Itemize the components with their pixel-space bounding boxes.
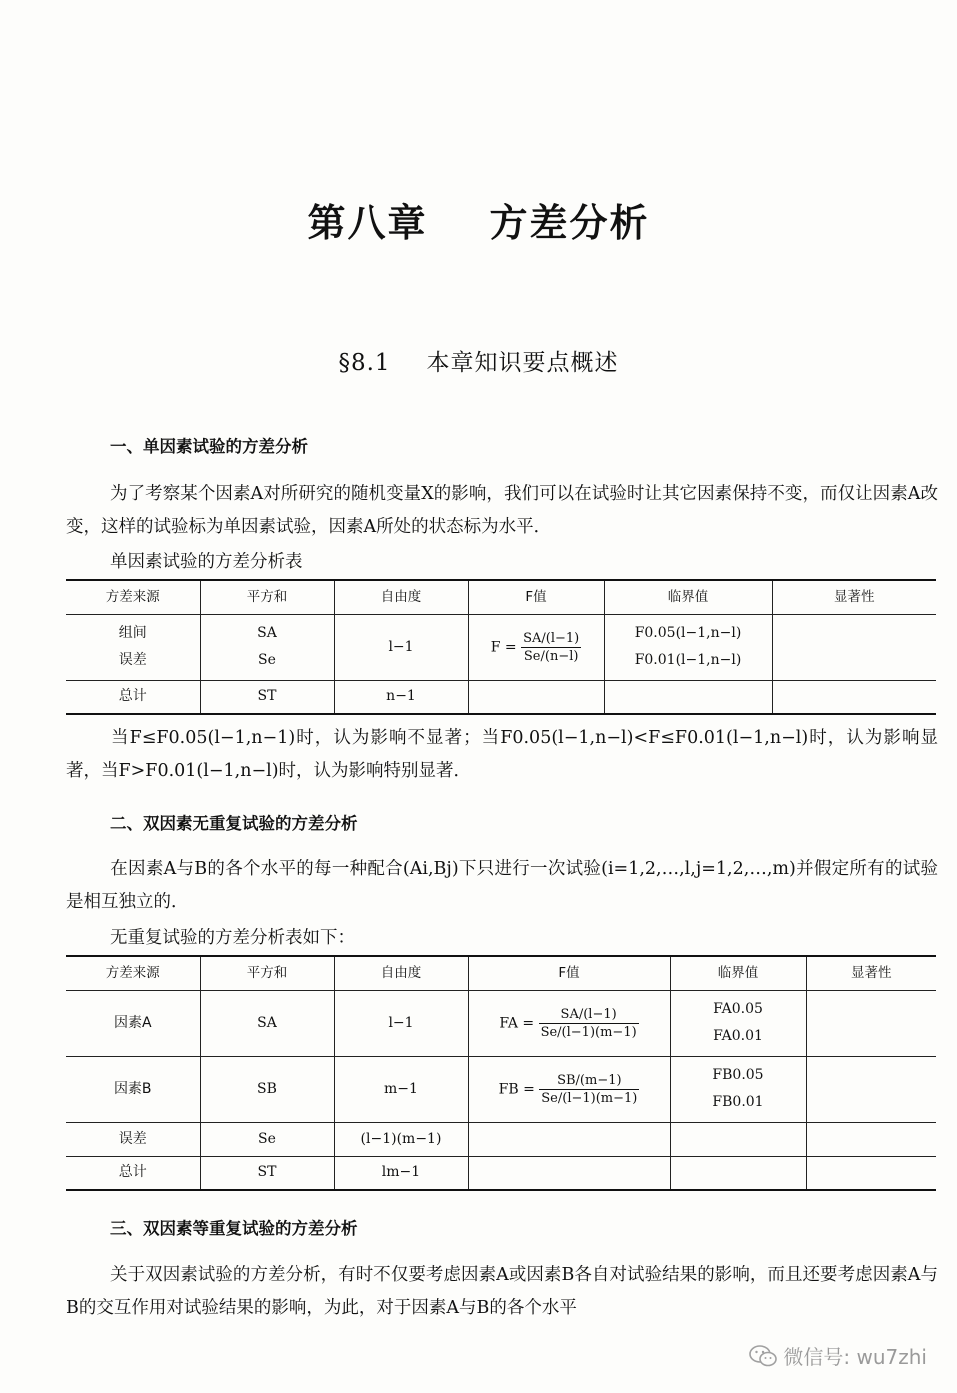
table-row [66, 1156, 936, 1190]
col-header: 自由度 [334, 956, 468, 990]
col-header: 临界值 [604, 580, 772, 614]
source-cell: 因素A [66, 990, 200, 1056]
f-cell: F = $\frac{SA/(l-1)}{Se/(n-l)}$ [468, 614, 604, 680]
source-cell: 因素B [66, 1056, 200, 1122]
source-cell: 总计 [66, 680, 200, 714]
col-header: F值 [468, 956, 670, 990]
df-cell: l−1 [334, 990, 468, 1056]
part1-conclusion: 当F≤F0.05(l−1,n−1)时，认为影响不显著；当F0.05(l−1,n−l)<F≤F0.01(l−1,n−l)时，认为影响显著，当F>F0.01(l−1,n−l)时，认为影响特别显著． [66, 728, 938, 781]
col-header: 方差来源 [66, 956, 200, 990]
ss-cell: SA [200, 990, 334, 1056]
chapter-name: 方差分析 [489, 201, 650, 245]
f-fraction: $\frac{SA/(l-1)}{Se/(l-1)(m-1)}$ [540, 1006, 637, 1040]
critical-cell [670, 1156, 806, 1190]
f-cell: FA = $\frac{SA/(l-1)}{Se/(l-1)(m-1)}$ [468, 990, 670, 1056]
part1-table-caption: 单因素试验的方差分析表 [110, 552, 303, 572]
part2-intro: 在因素A与B的各个水平的每一种配合(Ai,Bj)下只进行一次试验(i=1,2,…,l,j=1,2,…,m)并假定所有的试验是相互独立的． [66, 859, 938, 912]
wechat-icon [749, 1345, 777, 1367]
table-row [66, 614, 936, 680]
col-header: 临界值 [670, 956, 806, 990]
part3-intro: 关于双因素试验的方差分析，有时不仅要考虑因素A或因素B各自对试验结果的影响，而且还要考虑因素A与B的交互作用对试验结果的影响，为此，对于因素A与B的各个水平 [66, 1265, 938, 1318]
f-cell [468, 680, 604, 714]
ss-cell: SB [200, 1056, 334, 1122]
chapter-number: 第八章 [307, 201, 428, 245]
section-number: §8.1 [338, 350, 391, 376]
f-cell: FB = $\frac{SB/(m-1)}{Se/(l-1)(m-1)}$ [468, 1056, 670, 1122]
col-header: 显著性 [772, 580, 936, 614]
col-header: F值 [468, 580, 604, 614]
source-cell: 误差 [66, 1122, 200, 1156]
source-cell: 总计 [66, 1156, 200, 1190]
df-cell: lm−1 [334, 1156, 468, 1190]
sig-cell [772, 614, 936, 680]
part3-heading: 三、双因素等重复试验的方差分析 [110, 1219, 358, 1238]
two-way-anova-table [66, 955, 936, 1191]
source-cell: 组间 误差 [66, 614, 200, 680]
table-row [66, 1056, 936, 1122]
critical-cell: F0.05(l−1,n−l) F0.01(l−1,n−l) [604, 614, 772, 680]
one-way-anova-table [66, 579, 936, 715]
sig-cell [806, 990, 936, 1056]
wechat-watermark [749, 1341, 927, 1370]
table-row [66, 990, 936, 1056]
sig-cell [806, 1056, 936, 1122]
col-header: 方差来源 [66, 580, 200, 614]
critical-cell: FB0.05 FB0.01 [670, 1056, 806, 1122]
col-header: 平方和 [200, 956, 334, 990]
critical-cell [604, 680, 772, 714]
table-row [66, 680, 936, 714]
table-header-row [66, 956, 936, 990]
col-header: 平方和 [200, 580, 334, 614]
sig-cell [806, 1122, 936, 1156]
critical-cell: FA0.05 FA0.01 [670, 990, 806, 1056]
part1-heading: 一、单因素试验的方差分析 [110, 437, 308, 456]
chapter-title [0, 192, 957, 247]
critical-cell [670, 1122, 806, 1156]
df-cell: n−1 [334, 680, 468, 714]
table-header-row [66, 580, 936, 614]
watermark-text: 微信号: wu7zhi [783, 1345, 927, 1369]
df-cell: l−1 [334, 614, 468, 680]
part2-table-caption: 无重复试验的方差分析表如下： [110, 928, 355, 948]
table-row [66, 1122, 936, 1156]
col-header: 自由度 [334, 580, 468, 614]
df-cell: (l−1)(m−1) [334, 1122, 468, 1156]
ss-cell: Se [200, 1122, 334, 1156]
sig-cell [772, 680, 936, 714]
ss-cell: ST [200, 680, 334, 714]
f-cell [468, 1122, 670, 1156]
part1-intro: 为了考察某个因素A对所研究的随机变量X的影响，我们可以在试验时让其它因素保持不变，而仅让因素A改变，这样的试验标为单因素试验，因素A所处的状态标为水平． [66, 484, 938, 537]
section-title [0, 344, 957, 377]
f-fraction: $\frac{SB/(m-1)}{Se/(l-1)(m-1)}$ [541, 1072, 638, 1106]
df-cell: m−1 [334, 1056, 468, 1122]
f-fraction: $\frac{SA/(l-1)}{Se/(n-l)}$ [523, 630, 580, 664]
part2-heading: 二、双因素无重复试验的方差分析 [110, 814, 358, 833]
section-name: 本章知识要点概述 [426, 350, 619, 376]
ss-cell: ST [200, 1156, 334, 1190]
col-header: 显著性 [806, 956, 936, 990]
sig-cell [806, 1156, 936, 1190]
f-cell [468, 1156, 670, 1190]
ss-cell: SA Se [200, 614, 334, 680]
